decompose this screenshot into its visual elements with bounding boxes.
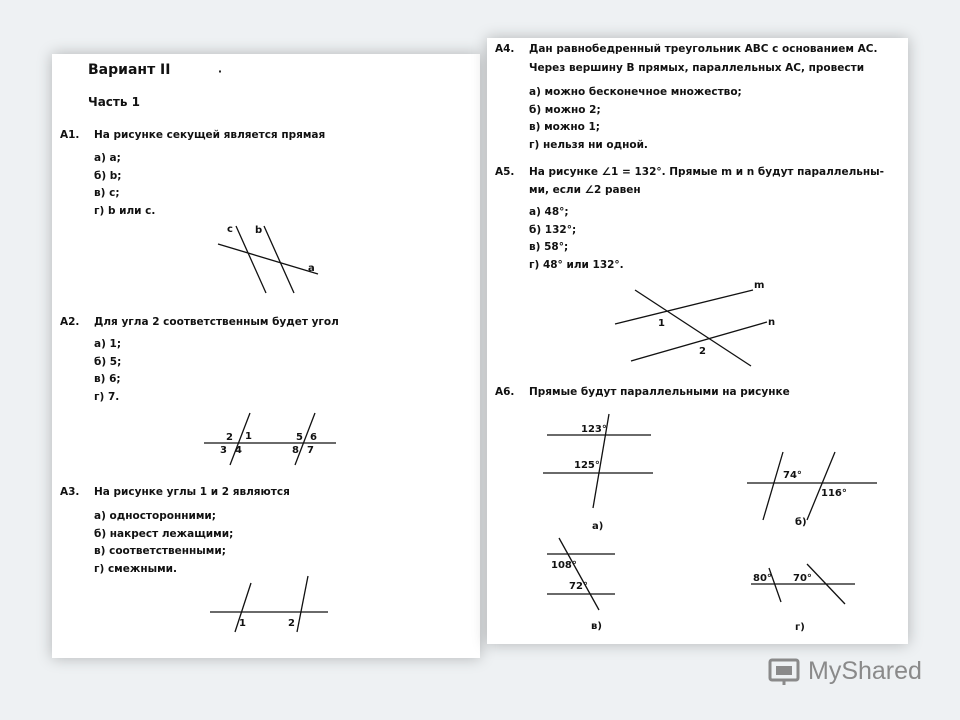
part-heading: Часть 1 bbox=[88, 95, 140, 109]
question-a2 bbox=[60, 316, 339, 329]
option: г) 7. bbox=[94, 390, 120, 403]
question-a4-line2: Через вершину B прямых, параллельных AC, провести bbox=[529, 62, 865, 74]
line-m bbox=[615, 290, 753, 324]
a1-options bbox=[94, 150, 155, 220]
angle-label: 4 bbox=[235, 445, 242, 456]
a6-figure-d bbox=[747, 562, 863, 634]
option: б) 5; bbox=[94, 355, 122, 368]
question-text: Прямые будут параллельными на рисунке bbox=[529, 386, 790, 398]
angle-label: 70° bbox=[793, 573, 812, 584]
a6-figure-b bbox=[745, 450, 879, 542]
angle-label: 108° bbox=[551, 560, 577, 571]
angle-label-1: 1 bbox=[239, 618, 246, 629]
a6-figure-a bbox=[541, 412, 661, 536]
angle-label: 7 bbox=[307, 445, 314, 456]
label-n: n bbox=[768, 317, 776, 328]
option: в) 6; bbox=[94, 373, 121, 385]
label-a: a bbox=[308, 263, 315, 274]
watermark-text: MyShared bbox=[808, 656, 922, 685]
question-a4 bbox=[495, 43, 877, 56]
angle-label-2: 2 bbox=[288, 618, 295, 629]
angle-label-1: 1 bbox=[658, 318, 665, 329]
transversal-2 bbox=[297, 576, 308, 632]
option: в) соответственными; bbox=[94, 545, 226, 557]
question-a3 bbox=[60, 486, 290, 499]
angle-label: 3 bbox=[220, 445, 227, 456]
question-number: А6. bbox=[495, 386, 515, 398]
a4-options bbox=[529, 84, 742, 154]
a1-figure bbox=[212, 218, 332, 298]
angle-label: 125° bbox=[574, 460, 600, 471]
a5-figure bbox=[611, 278, 781, 370]
option: г) нельзя ни одной. bbox=[529, 138, 648, 151]
a2-figure bbox=[202, 410, 342, 470]
angle-label: 6 bbox=[310, 432, 317, 443]
transversal-2 bbox=[807, 452, 835, 520]
option: г) 48° или 132°. bbox=[529, 258, 624, 271]
a2-options bbox=[94, 336, 121, 406]
angle-label: 5 bbox=[296, 432, 303, 443]
question-text: Дан равнобедренный треугольник ABC с основанием AC. bbox=[529, 43, 878, 55]
option: б) можно 2; bbox=[529, 103, 601, 116]
option: в) можно 1; bbox=[529, 121, 600, 133]
question-text: Для угла 2 соответственным будет угол bbox=[94, 316, 339, 328]
option: б) b; bbox=[94, 169, 122, 182]
a3-figure bbox=[208, 576, 332, 636]
label-m: m bbox=[754, 280, 765, 291]
question-number: А5. bbox=[495, 166, 515, 178]
line-c bbox=[236, 226, 266, 293]
transversal-1 bbox=[763, 452, 783, 520]
question-number: А4. bbox=[495, 43, 515, 55]
question-a1 bbox=[60, 129, 325, 142]
angle-label: 1 bbox=[245, 431, 252, 442]
angle-label: 2 bbox=[226, 432, 233, 443]
option: а) односторонними; bbox=[94, 510, 216, 522]
question-text: На рисунке ∠1 = 132°. Прямые m и n будут параллельны- bbox=[529, 166, 885, 178]
figure-letter: в) bbox=[591, 621, 602, 632]
option: в) c; bbox=[94, 187, 120, 199]
option: б) накрест лежащими; bbox=[94, 527, 234, 540]
transversal bbox=[559, 538, 599, 610]
angle-label: 72° bbox=[569, 581, 588, 592]
angle-label: 8 bbox=[292, 445, 299, 456]
option: г) смежными. bbox=[94, 562, 177, 575]
question-a5-line2: ми, если ∠2 равен bbox=[529, 184, 641, 196]
option: а) a; bbox=[94, 152, 121, 164]
figure-letter: г) bbox=[795, 622, 805, 633]
angle-label: 116° bbox=[821, 488, 847, 499]
label-c: c bbox=[227, 224, 233, 235]
angle-label: 80° bbox=[753, 573, 772, 584]
option: б) 132°; bbox=[529, 223, 577, 236]
angle-label-2: 2 bbox=[699, 346, 706, 357]
question-a5 bbox=[495, 166, 884, 179]
presentation-board-icon bbox=[768, 656, 802, 686]
angle-label: 123° bbox=[581, 424, 607, 435]
figure-letter: б) bbox=[795, 517, 807, 528]
a6-figure-c bbox=[545, 538, 635, 632]
question-number: А1. bbox=[60, 129, 80, 141]
line-a bbox=[218, 244, 318, 274]
figure-letter: а) bbox=[592, 521, 604, 532]
title-dot: · bbox=[218, 66, 222, 78]
option: г) b или c. bbox=[94, 204, 156, 217]
option: в) 58°; bbox=[529, 241, 569, 253]
question-text: На рисунке углы 1 и 2 являются bbox=[94, 486, 290, 498]
question-a6 bbox=[495, 386, 790, 399]
question-number: А3. bbox=[60, 486, 80, 498]
option: а) 48°; bbox=[529, 206, 569, 218]
a3-options bbox=[94, 508, 233, 578]
option: а) можно бесконечное множество; bbox=[529, 86, 742, 98]
angle-label: 74° bbox=[783, 470, 802, 481]
worksheet-page-left bbox=[52, 54, 480, 658]
variant-title: Вариант II bbox=[88, 62, 171, 78]
question-number: А2. bbox=[60, 316, 80, 328]
option: а) 1; bbox=[94, 338, 122, 350]
question-text: На рисунке секущей является прямая bbox=[94, 129, 326, 141]
label-b: b bbox=[255, 225, 263, 236]
a5-options bbox=[529, 204, 624, 274]
watermark bbox=[768, 656, 922, 686]
worksheet-page-right bbox=[487, 38, 908, 644]
